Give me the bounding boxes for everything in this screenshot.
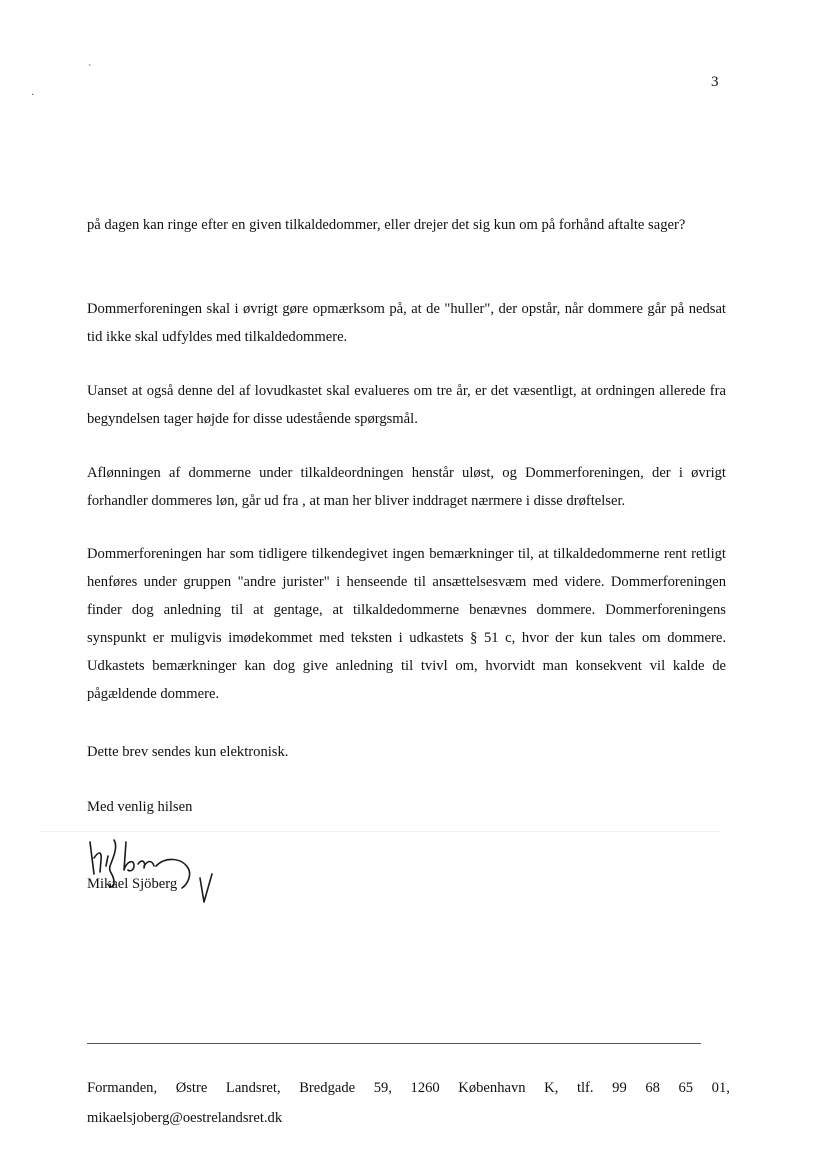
footer-address-word: tlf. [576, 1080, 594, 1096]
footer-address-word: 65 [678, 1080, 694, 1096]
footer-address-word: 68 [645, 1080, 660, 1096]
footer-address-word: Østre [175, 1080, 208, 1096]
paragraph-service-question: på dagen kan ringe efter en given tilkaldedommer, eller drejer det sig kun om på forhånd aftalte sager? [87, 217, 686, 233]
paragraph-title-of-judges: Dommerforeningen har som tidligere tilkendegivet ingen bemærkninger til, at tilkaldedommerne rent retligt henføres under gruppen "andre jurister" i henseende til ansættelsesvæm med videre. Dommerforeningen finder dog anledning til at gentage, at tilkaldedommerne benævnes dommere. Dommerforeningens synspunkt er muligvis imødekommet med teksten i udkastets § 51 c, hvor der kun tales om dommere. Udkastets bemærkninger kan dog give anledning til tvivl om, hvorvidt man konsekvent vil kalde de pågældende dommere. [87, 546, 726, 702]
footer-email: mikaelsjoberg@oestrelandsret.dk [87, 1110, 283, 1126]
closing-greeting: Med venlig hilsen [87, 799, 193, 815]
paragraph-remuneration: Aflønningen af dommerne under tilkaldeordningen henstår uløst, og Dommerforeningen, der i øvrigt forhandler dommeres løn, går ud fra , at man her bliver inddraget nærmere i disse drøftelser. [87, 465, 726, 509]
footer-address-word: K, [544, 1080, 559, 1096]
signer-name: Mikael Sjöberg [87, 876, 178, 892]
footer-address-word: København [458, 1080, 526, 1096]
page-number: 3 [711, 74, 719, 90]
footer-address-word: Formanden, [87, 1080, 158, 1096]
scan-speck: ` [88, 64, 92, 75]
footer-address-word: 59, [373, 1080, 392, 1096]
paragraph-evaluation: Uanset at også denne del af lovudkastet skal evalueres om tre år, er det væsentligt, at ordningen allerede fra begyndelsen tager højde for disse udestående spørgsmål. [87, 383, 726, 427]
footer-address-word: Landsret, [225, 1080, 281, 1096]
paragraph-electronic-only: Dette brev sendes kun elektronisk. [87, 744, 289, 760]
paragraph-gaps: Dommerforeningen skal i øvrigt gøre opmærksom på, at de "huller", der opstår, når dommere går på nedsat tid ikke skal udfyldes med tilkaldedommere. [87, 301, 726, 345]
scan-shadow-line [40, 831, 720, 832]
footer-address-word: 99 [612, 1080, 627, 1096]
footer-address-word: Bredgade [299, 1080, 356, 1096]
scan-speck: · [31, 90, 35, 101]
footer-divider [87, 1043, 701, 1044]
footer-address-line [87, 1080, 730, 1097]
footer-address-word: 1260 [410, 1080, 440, 1096]
footer-address-word: 01, [711, 1080, 730, 1096]
